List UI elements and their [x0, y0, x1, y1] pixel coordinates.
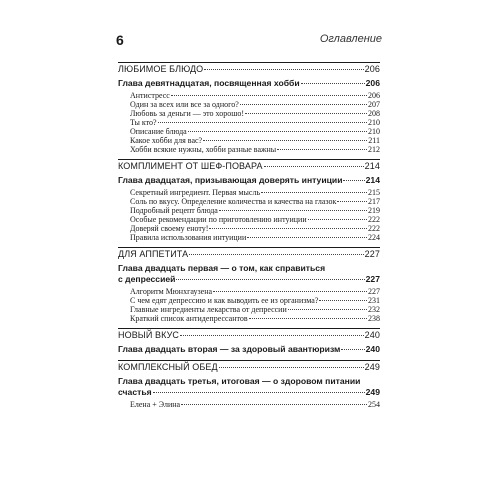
dot-leader	[189, 254, 363, 255]
toc-chapter-title: Глава двадцать вторая — за здоровый авантюризм	[118, 344, 341, 354]
toc-entry-title: Правила использования интуиции	[130, 233, 247, 242]
dot-leader	[158, 122, 367, 123]
toc-entry[interactable]	[118, 314, 380, 323]
toc-section	[118, 360, 380, 409]
dot-leader	[203, 140, 367, 141]
toc-page-number: 238	[368, 314, 380, 323]
toc-entry-title: Главные ингредиенты лекарства от депрессии	[130, 305, 287, 314]
toc-entry-title: Соль по вкусу. Определение количества и качества на глазок	[130, 197, 337, 206]
toc-page-number: 217	[368, 197, 380, 206]
dot-leader	[209, 228, 367, 229]
toc-section	[118, 247, 380, 323]
toc-part-title: КОМПЛЕКСНЫЙ ОБЕД	[118, 362, 218, 372]
toc-page-number: 240	[364, 330, 380, 340]
toc-page-number: 210	[368, 127, 380, 136]
dot-leader	[337, 201, 367, 202]
toc-page-number: 207	[368, 100, 380, 109]
dot-leader	[213, 291, 367, 292]
toc-entry[interactable]	[118, 400, 380, 409]
toc-page-number: 219	[368, 206, 380, 215]
toc-section	[118, 62, 380, 154]
toc-entry[interactable]	[118, 206, 380, 215]
toc-entry[interactable]	[118, 224, 380, 233]
toc-entry[interactable]	[118, 197, 380, 206]
toc-part-heading[interactable]	[118, 328, 380, 342]
toc-page-number: 227	[364, 249, 380, 259]
dot-leader	[288, 309, 367, 310]
dot-leader	[341, 349, 364, 350]
toc-entry[interactable]	[118, 287, 380, 296]
toc-entry-title: Описание блюда	[130, 127, 187, 136]
toc-part-heading[interactable]	[118, 247, 380, 261]
dot-leader	[247, 237, 367, 238]
toc-chapter-heading[interactable]	[118, 376, 380, 398]
toc-entry[interactable]	[118, 127, 380, 136]
toc-page-number: 206	[368, 91, 380, 100]
toc-entry[interactable]	[118, 188, 380, 197]
toc-page-number: 208	[368, 109, 380, 118]
toc-entry-title: Любовь за деньги — это хорошо!	[130, 109, 245, 118]
running-header: Оглавление	[319, 33, 382, 45]
toc-page-number: 240	[365, 344, 380, 354]
toc-entry[interactable]	[118, 215, 380, 224]
dot-leader	[219, 210, 367, 211]
dot-leader	[171, 95, 367, 96]
toc-entry[interactable]	[118, 233, 380, 242]
dot-leader	[219, 367, 364, 368]
dot-leader	[264, 166, 364, 167]
toc-entry-title: Один за всех или все за одного?	[130, 100, 239, 109]
toc-entry-title: Елена + Элина	[130, 400, 181, 409]
toc-chapter-heading[interactable]	[118, 344, 380, 355]
toc-page-number: 210	[368, 118, 380, 127]
toc-entry[interactable]	[118, 118, 380, 127]
toc-entry[interactable]	[118, 145, 380, 154]
toc-entry[interactable]	[118, 136, 380, 145]
toc-entry-title: Антистресс	[130, 91, 170, 100]
toc-entry[interactable]	[118, 305, 380, 314]
toc-part-heading[interactable]	[118, 62, 380, 76]
toc-page-number: 222	[368, 224, 380, 233]
toc-part-title: ЛЮБИМОЕ БЛЮДО	[118, 64, 204, 74]
toc-page-number: 206	[365, 78, 380, 88]
toc-part-heading[interactable]	[118, 159, 380, 173]
toc-entry-title: Алгоритм Мюнхгаузена	[130, 287, 213, 296]
toc-chapter-heading[interactable]	[118, 175, 380, 186]
toc-entry-title: Подробный рецепт блюда	[130, 206, 218, 215]
dot-leader	[176, 279, 364, 280]
dot-leader	[245, 113, 367, 114]
toc-chapter-title-continued: с депрессией	[118, 274, 176, 284]
toc-entry-title: Какое хобби для вас?	[130, 136, 203, 145]
toc-part-heading[interactable]	[118, 360, 380, 374]
toc-entry-title: Особые рекомендации по приготовлению интуиции	[130, 215, 307, 224]
toc-entry[interactable]	[118, 109, 380, 118]
toc-entry-title: Краткий список антидепрессантов	[130, 314, 248, 323]
toc-page-number: 227	[368, 287, 380, 296]
toc-part-title: ДЛЯ АППЕТИТА	[118, 249, 189, 259]
toc-entry-title: Секретный ингредиент. Первая мысль	[130, 188, 261, 197]
dot-leader	[343, 180, 364, 181]
toc-page-number: 214	[365, 175, 380, 185]
toc-page-number: 231	[368, 296, 380, 305]
toc-page-number: 232	[368, 305, 380, 314]
dot-leader	[319, 300, 367, 301]
toc-chapter-title-continued: счастья	[118, 387, 152, 397]
toc-page-number: 211	[368, 136, 380, 145]
toc-entry-title: С чем едят депрессию и как выводить ее из организма?	[130, 296, 319, 305]
toc-chapter-title: Глава двадцать первая — о том, как справиться	[118, 263, 326, 273]
dot-leader	[240, 104, 367, 105]
toc-page-number: 249	[364, 362, 380, 372]
toc-page-number: 254	[368, 400, 380, 409]
toc-chapter-title: Глава двадцать третья, итоговая — о здоровом питании	[118, 376, 361, 386]
toc-page-number: 224	[368, 233, 380, 242]
toc-chapter-heading[interactable]	[118, 263, 380, 285]
toc-section	[118, 159, 380, 242]
dot-leader	[180, 335, 364, 336]
toc-entry-title: Ты кто?	[130, 118, 157, 127]
dot-leader	[308, 219, 367, 220]
dot-leader	[188, 131, 367, 132]
dot-leader	[277, 149, 367, 150]
toc-entry-title: Доверяй своему еноту!	[130, 224, 209, 233]
toc-chapter-heading[interactable]	[118, 78, 380, 89]
dot-leader	[249, 318, 367, 319]
dot-leader	[153, 392, 365, 393]
toc-entry-title: Хобби всякие нужны, хобби разные важны	[130, 145, 277, 154]
toc-page-number: 214	[364, 161, 380, 171]
toc-page-number: 212	[368, 145, 380, 154]
toc-part-title: НОВЫЙ ВКУС	[118, 330, 180, 340]
toc-chapter-title: Глава девятнадцатая, посвященная хобби	[118, 78, 300, 88]
toc-page-number: 222	[368, 215, 380, 224]
toc-page-number: 215	[368, 188, 380, 197]
dot-leader	[181, 404, 367, 405]
toc-section	[118, 328, 380, 355]
toc-page-number: 227	[365, 274, 380, 284]
toc-page-number: 249	[365, 387, 380, 397]
toc-page-number: 206	[364, 64, 380, 74]
toc-entry[interactable]	[118, 296, 380, 305]
toc-chapter-title: Глава двадцатая, призывающая доверять интуиции	[118, 175, 343, 185]
dot-leader	[204, 69, 363, 70]
toc-entry[interactable]	[118, 100, 380, 109]
dot-leader	[261, 192, 367, 193]
toc-part-title: КОМПЛИМЕНТ ОТ ШЕФ-ПОВАРА	[118, 161, 263, 171]
page-number: 6	[116, 32, 124, 48]
table-of-contents	[118, 62, 380, 409]
toc-entry[interactable]	[118, 91, 380, 100]
dot-leader	[301, 83, 365, 84]
